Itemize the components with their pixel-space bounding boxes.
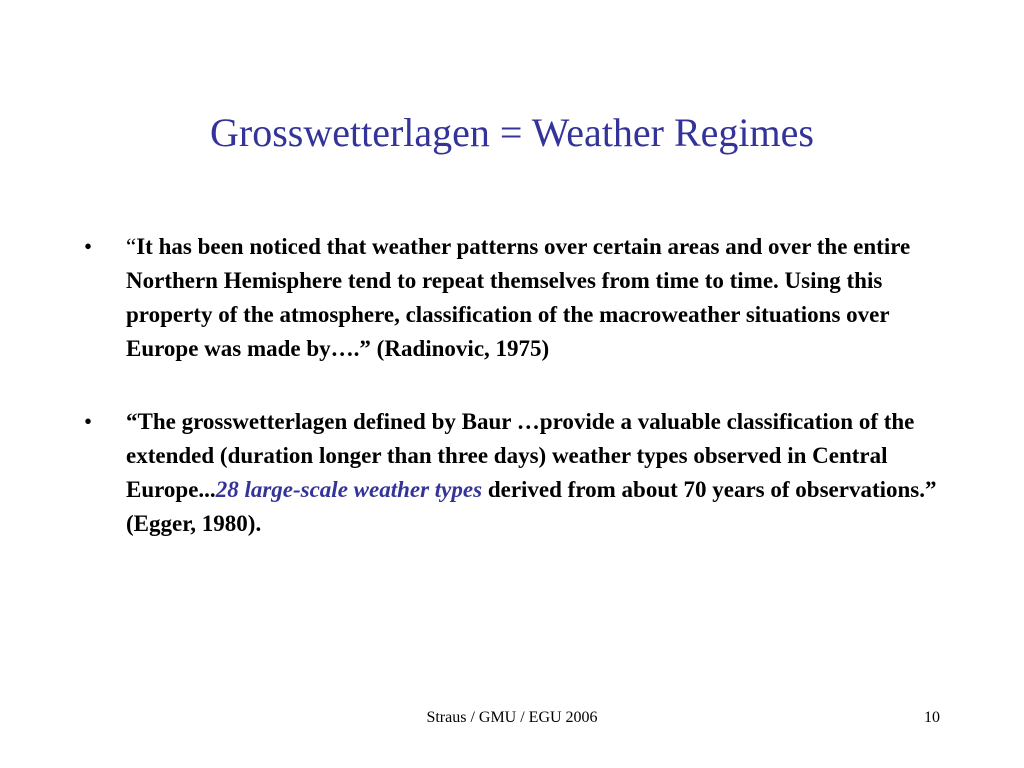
bullet-icon: • xyxy=(84,409,93,434)
bullet-emphasis: 28 large-scale weather types xyxy=(215,477,483,502)
bullet-item-radinovic-quote xyxy=(84,230,944,366)
bullet-list xyxy=(84,230,944,541)
bullet-icon: • xyxy=(84,234,93,259)
footer-credit: Straus / GMU / EGU 2006 xyxy=(426,709,598,726)
page-number: 10 xyxy=(924,709,940,726)
bullet-text-after: derived from about 70 years of observations.” (Egger, 1980). xyxy=(126,477,937,536)
slide-title: Grosswetterlagen = Weather Regimes xyxy=(210,110,814,155)
bullet-item-egger-quote xyxy=(84,405,944,541)
bullet-text: It has been noticed that weather patterns over certain areas and over the entire Northern Hemisphere tend to repeat themselves from time to time. Using this property of the atmosphere, classification of the macroweather situations over Europe was made by….” (Radinovic, 1975) xyxy=(126,234,911,361)
opening-quote-mark: “ xyxy=(126,234,137,259)
bullet-text-before: “The grosswetterlagen defined by Baur …provide a valuable classification of the extended (duration longer than three days) weather types observed in Central Europe... xyxy=(126,409,915,502)
